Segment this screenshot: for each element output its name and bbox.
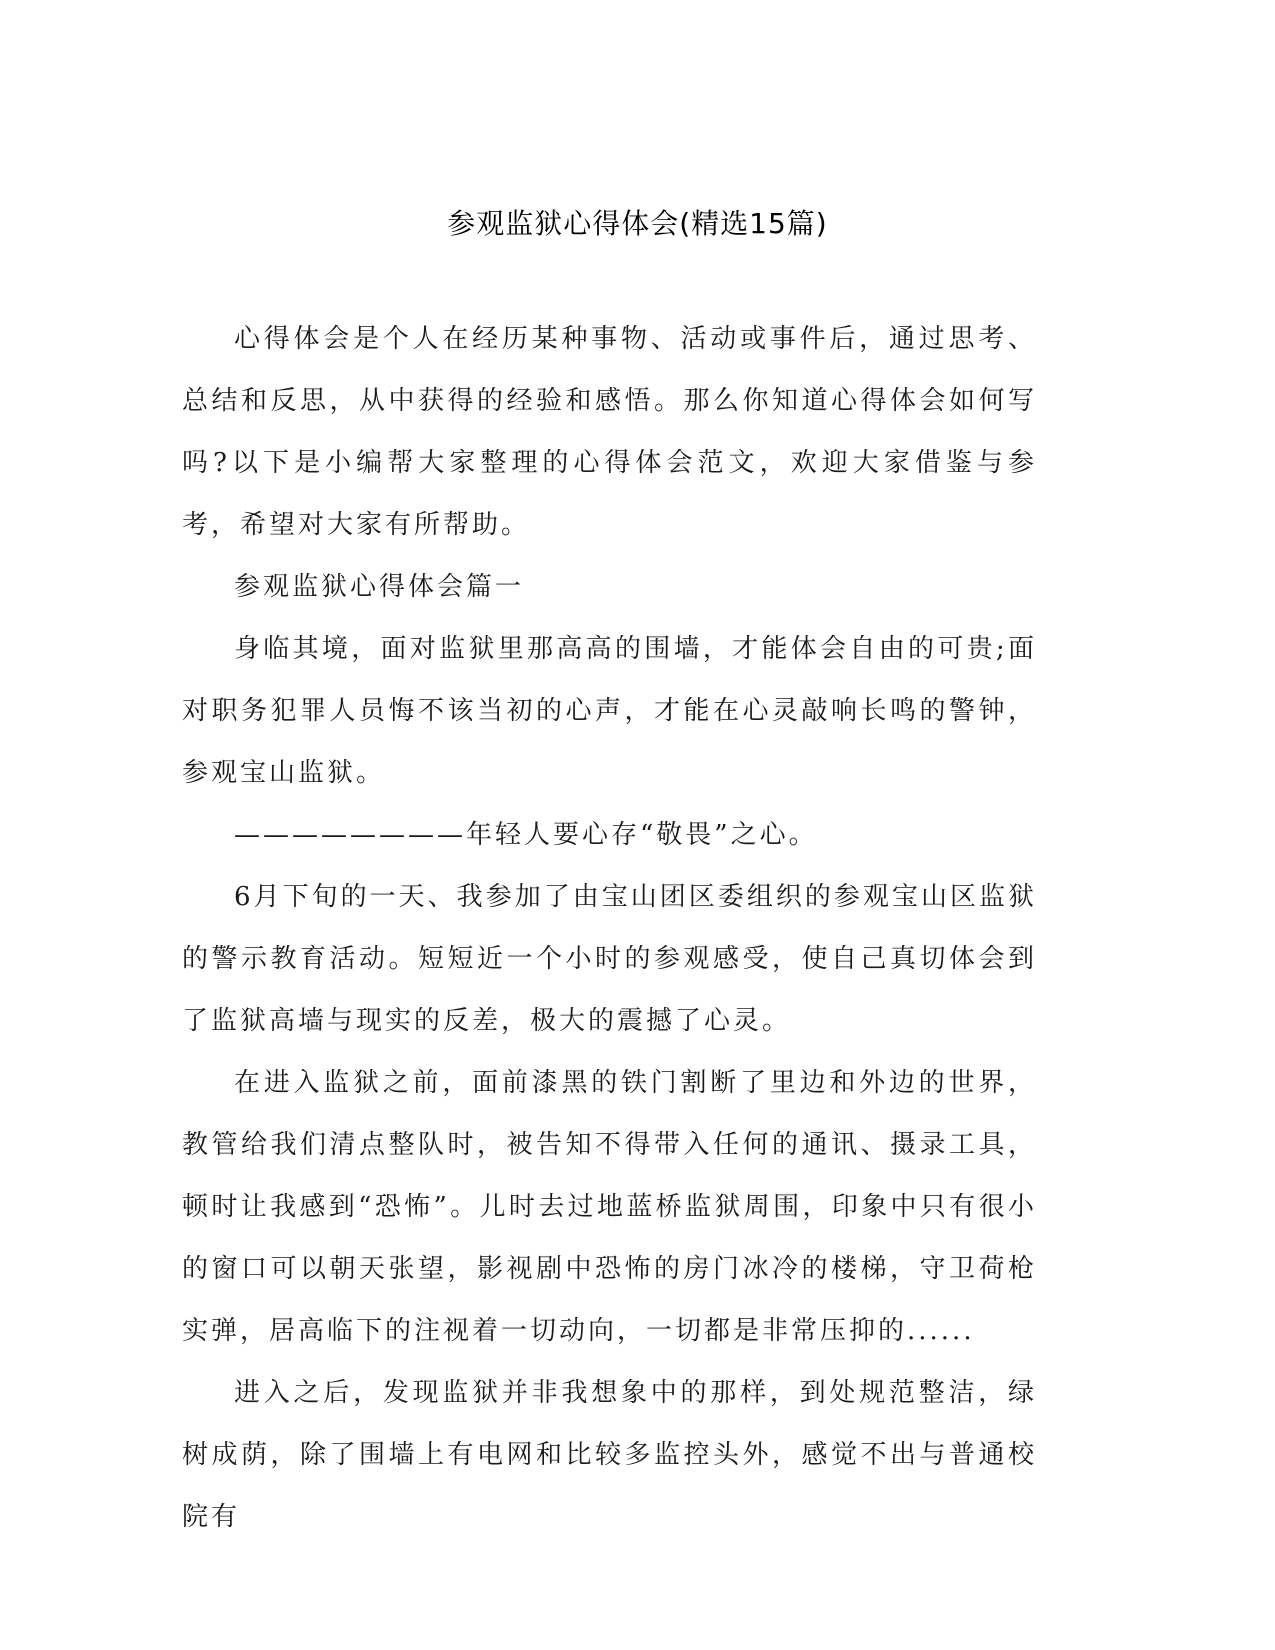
body-paragraph: 身临其境，面对监狱里那高高的围墙，才能体会自由的可贵;面对职务犯罪人员悔不该当初的心声，才能在心灵敲响长鸣的警钟，参观宝山监狱。 — [182, 634, 1037, 788]
document-body — [182, 308, 1037, 1548]
body-paragraph: 进入之后，发现监狱并非我想象中的那样，到处规范整洁，绿树成荫，除了围墙上有电网和比较多监控头外，感觉不出与普通校院有 — [182, 1378, 1037, 1532]
intro-paragraph: 心得体会是个人在经历某种事物、活动或事件后，通过思考、总结和反思，从中获得的经验和感悟。那么你知道心得体会如何写吗?以下是小编帮大家整理的心得体会范文，欢迎大家借鉴与参考，希望对大家有所帮助。 — [182, 324, 1037, 540]
body-paragraph: 在进入监狱之前，面前漆黑的铁门割断了里边和外边的世界，教管给我们清点整队时，被告知不得带入任何的通讯、摄录工具，顿时让我感到“恐怖”。儿时去过地蓝桥监狱周围，印象中只有很小的窗口可以朝天张望，影视剧中恐怖的房门冰冷的楼梯，守卫荷枪实弹，居高临下的注视着一切动向，一切都是非常压抑的...... — [182, 1068, 1037, 1346]
subtitle-line: ————————年轻人要心存“敬畏”之心。 — [234, 820, 818, 850]
document-title: 参观监狱心得体会(精选15篇) — [447, 207, 828, 240]
section-heading: 参观监狱心得体会篇一 — [234, 572, 525, 602]
body-paragraph: 6月下旬的一天、我参加了由宝山团区委组织的参观宝山区监狱的警示教育活动。短短近一个小时的参观感受，使自己真切体会到了监狱高墙与现实的反差，极大的震撼了心灵。 — [182, 882, 1037, 1036]
